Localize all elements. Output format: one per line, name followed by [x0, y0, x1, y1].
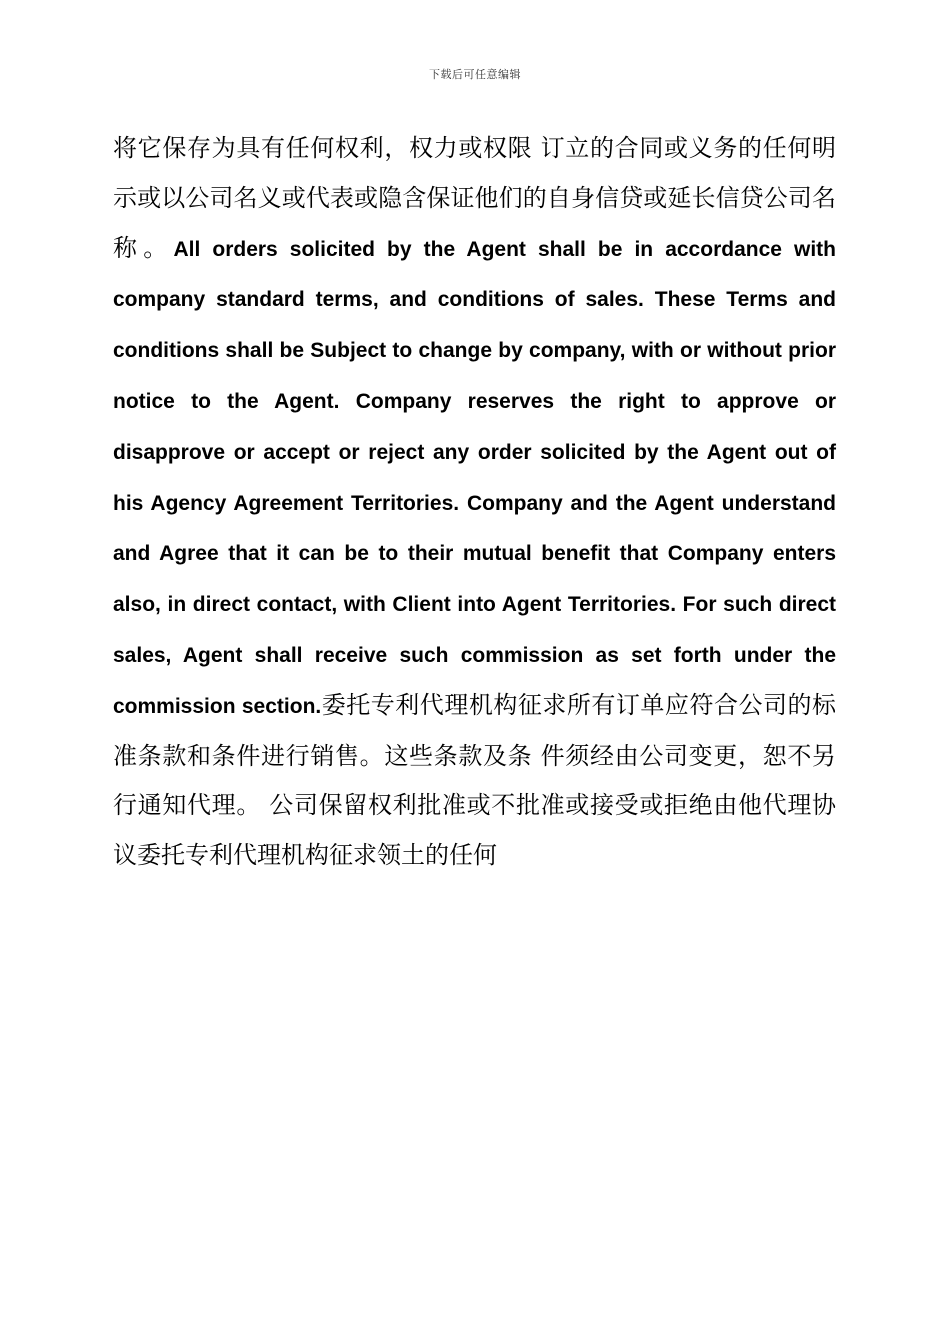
- chinese-intro-text: 将它保存为具有任何权利，权力或权限 订立的合同或义务的任何明示或以公司名义或代表或隐含保证他们的自身信贷或延长信贷公司名称。: [113, 134, 836, 262]
- chinese-translation-text: 委托专利代理机构征求所有订单应符合公司的标准条款和条件进行销售。这些条款及条 件须经由公司变更，恕不另行通知代理。 公司保留权利批准或不批准或接受或拒绝由他代理协议委托专利代理机构征求领土的任何: [113, 690, 837, 870]
- english-terms-text: All orders solicited by the Agent shall be in accordance with company standard terms, and conditions of sales. These Terms and conditions shall be Subject to change by company, with or without prior notice to the Agent. Company reserves the right to approve or disapprove or accept or reject any order solicited by the Agent out of his Agency Agreement Territories. Company and the Agent understand and Agree that it can be to their mutual benefit that Company enters also, in direct contact, with Client into Agent Territories. For such direct sales, Agent shall receive such commission as set forth under the commission section.: [113, 237, 836, 718]
- page-header-note: 下载后可任意编辑: [429, 68, 521, 81]
- body-paragraph: [113, 124, 836, 881]
